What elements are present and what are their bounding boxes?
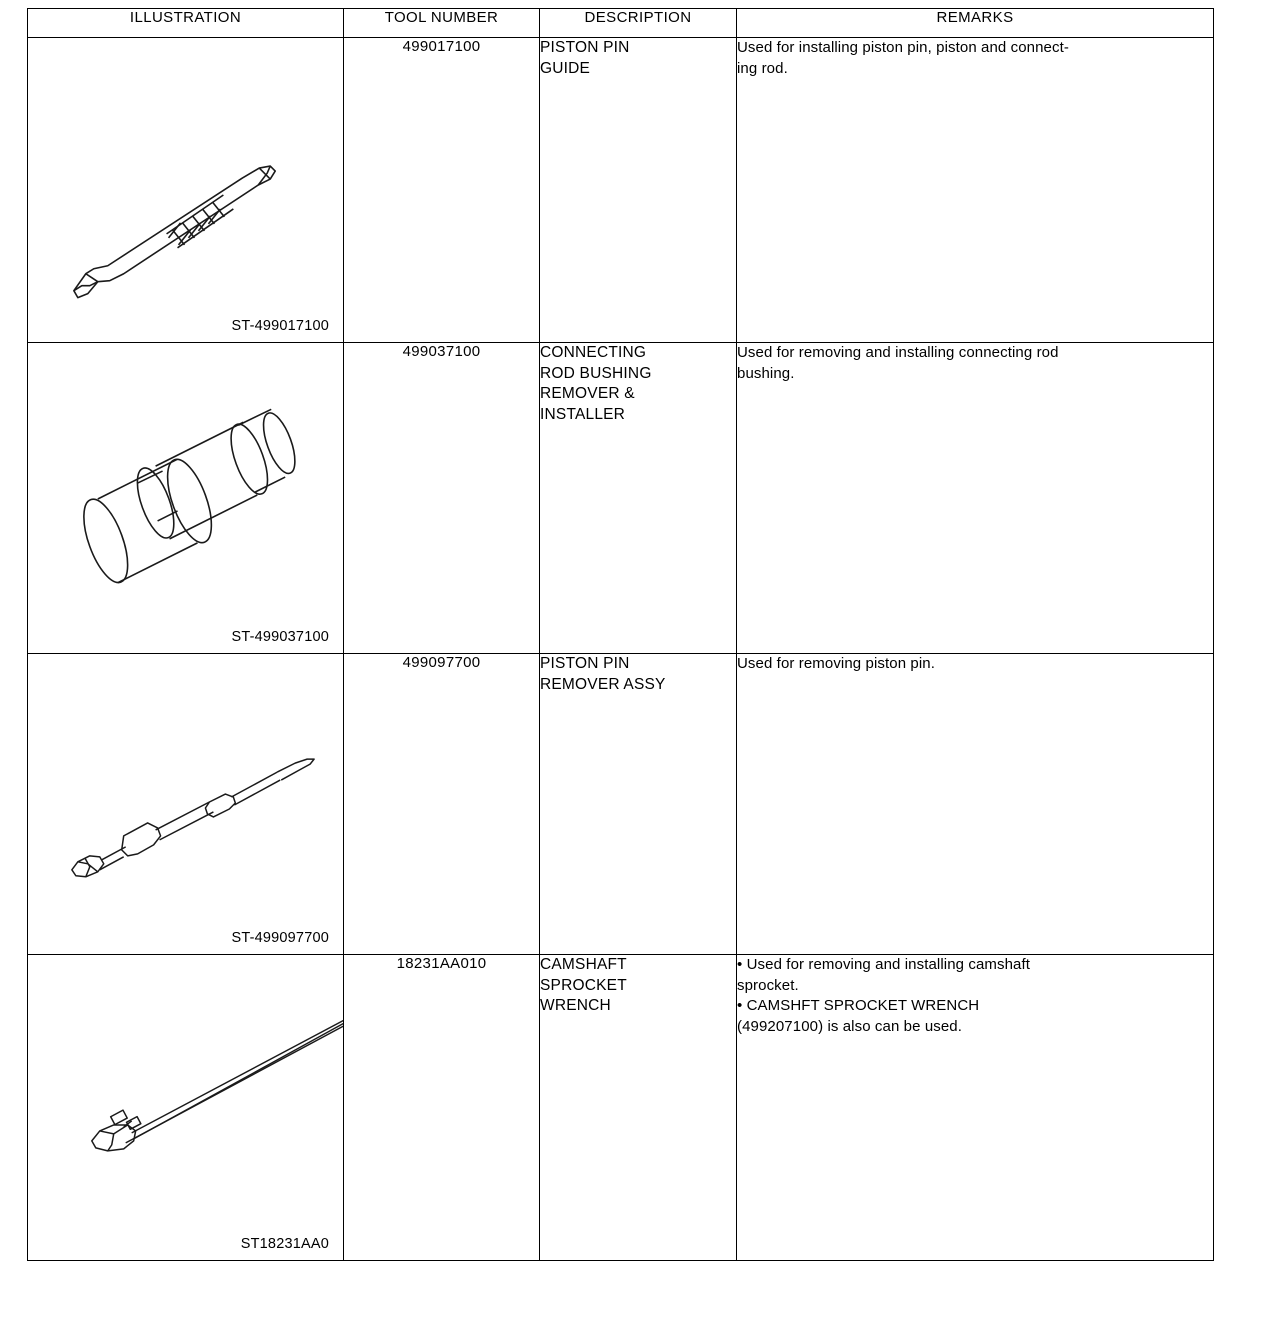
remarks-line: • CAMSHFT SPROCKET WRENCH <box>737 997 980 1015</box>
illustration-cell <box>28 38 344 343</box>
remarks-line: sprocket. <box>737 976 799 994</box>
column-header-tool-number: TOOL NUMBER <box>344 9 540 38</box>
tool-number-cell: 18231AA010 <box>344 955 540 1261</box>
description-line: PISTON PIN <box>540 655 630 672</box>
description-line: WRENCH <box>540 997 611 1015</box>
remarks-line: Used for removing piston pin. <box>737 655 935 672</box>
table-row <box>28 955 1214 1261</box>
remarks-line: ing rod. <box>737 59 788 77</box>
description-cell <box>540 654 737 955</box>
description-line: GUIDE <box>540 59 591 77</box>
remarks-line: bushing. <box>737 364 795 382</box>
remarks-cell <box>737 955 1214 1261</box>
description-line: SPROCKET <box>540 976 627 994</box>
table-header-row <box>28 9 1214 38</box>
description-cell <box>540 955 737 1261</box>
illustration-caption: ST18231AA0 <box>240 1236 329 1252</box>
description-line: CONNECTING <box>540 344 647 361</box>
illustration-cell <box>28 343 344 654</box>
connecting-rod-bushing-tool-icon <box>28 343 343 653</box>
remarks-cell <box>737 654 1214 955</box>
column-header-illustration: ILLUSTRATION <box>28 9 344 38</box>
illustration-caption: ST-499097700 <box>231 930 329 946</box>
remarks-cell <box>737 343 1214 654</box>
description-line: REMOVER & <box>540 385 635 403</box>
tool-number-cell: 499097700 <box>344 654 540 955</box>
remarks-line: Used for installing piston pin, piston and connect- <box>737 39 1069 56</box>
remarks-line: • Used for removing and installing camshaft <box>737 956 1031 973</box>
remarks-line: (499207100) is also can be used. <box>737 1017 963 1035</box>
remarks-line: Used for removing and installing connecting rod <box>737 344 1059 361</box>
tool-number-cell: 499037100 <box>344 343 540 654</box>
description-line: PISTON PIN <box>540 39 630 56</box>
table-row <box>28 343 1214 654</box>
illustration-cell <box>28 955 344 1261</box>
table-row <box>28 38 1214 343</box>
remarks-cell <box>737 38 1214 343</box>
illustration-caption: ST-499017100 <box>231 318 329 334</box>
illustration-caption: ST-499037100 <box>231 629 329 645</box>
description-line: REMOVER ASSY <box>540 675 666 693</box>
column-header-remarks: REMARKS <box>737 9 1214 38</box>
description-cell <box>540 343 737 654</box>
illustration-cell <box>28 654 344 955</box>
description-line: INSTALLER <box>540 405 626 423</box>
camshaft-sprocket-wrench-icon <box>28 955 343 1260</box>
column-header-description: DESCRIPTION <box>540 9 737 38</box>
piston-pin-guide-icon <box>28 38 343 342</box>
description-line: CAMSHAFT <box>540 956 627 973</box>
table-row <box>28 654 1214 955</box>
description-line: ROD BUSHING <box>540 364 652 382</box>
piston-pin-remover-icon <box>28 654 343 954</box>
special-tools-table <box>27 8 1214 1261</box>
tool-number-cell: 499017100 <box>344 38 540 343</box>
description-cell <box>540 38 737 343</box>
